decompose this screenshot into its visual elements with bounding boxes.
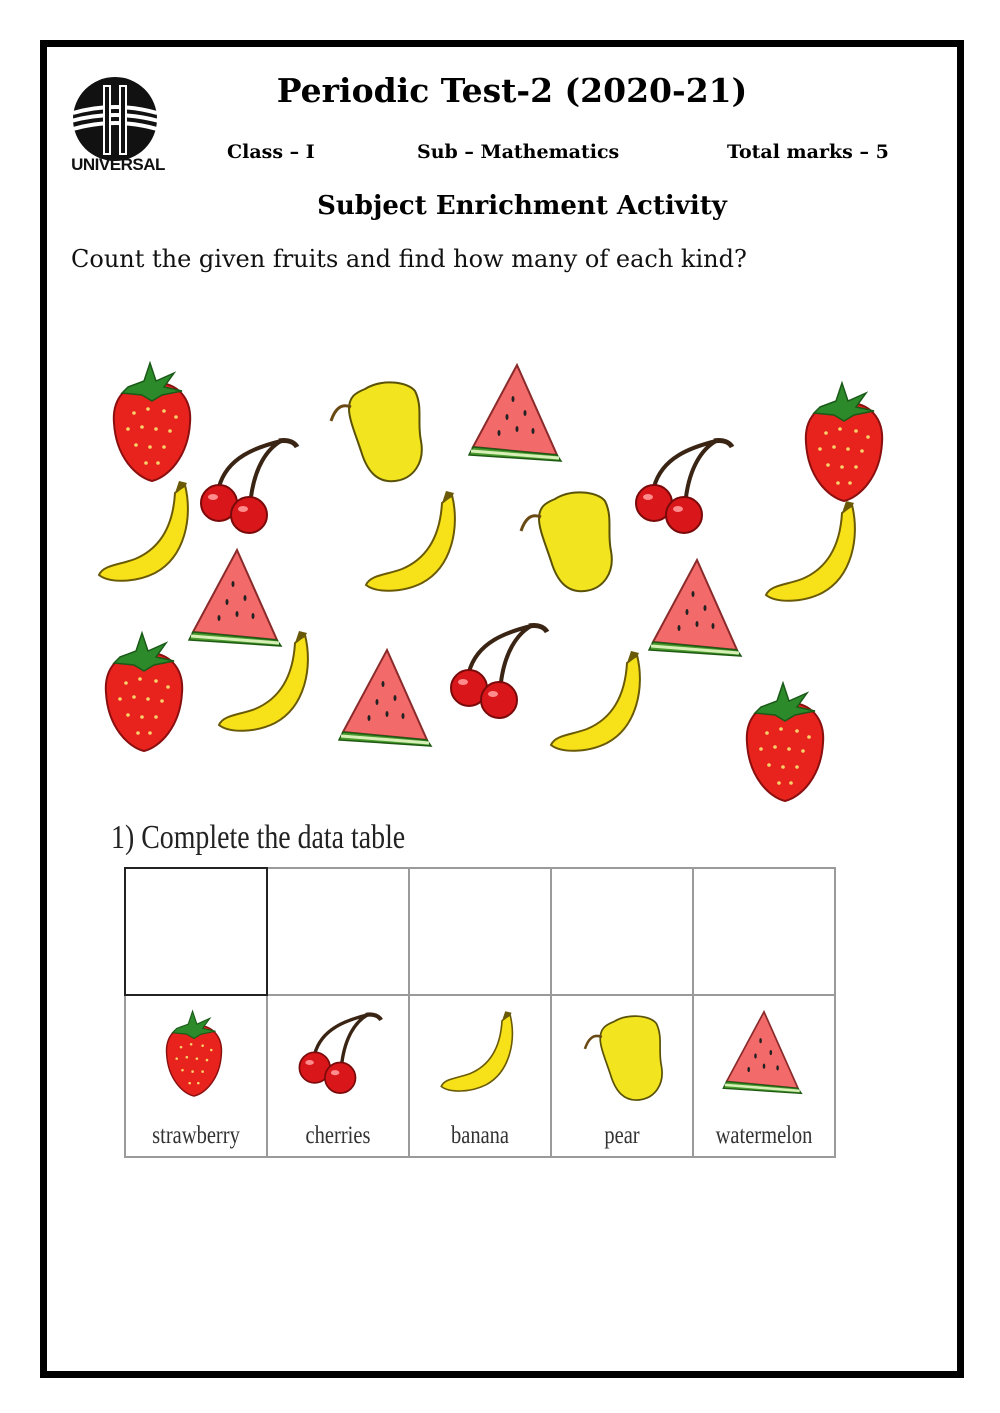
- cherries-icon: [636, 440, 732, 533]
- watermelon-icon: [694, 1000, 836, 1116]
- fruit-cell-banana: [409, 995, 551, 1157]
- fruit-collection: [47, 47, 957, 1371]
- banana-icon: [551, 651, 640, 751]
- fruit-label-banana: banana: [450, 1122, 510, 1149]
- strawberry-icon: [114, 363, 190, 481]
- strawberry-icon: [106, 633, 182, 751]
- instruction-text: Count the given fruits and find how many of each kind?: [71, 245, 747, 273]
- subject-label: Sub – Mathematics: [417, 141, 620, 163]
- banana-icon: [410, 1000, 552, 1116]
- fruit-cell-pear: [551, 995, 693, 1157]
- strawberry-icon: [747, 683, 823, 801]
- total-marks-label: Total marks – 5: [727, 141, 889, 163]
- fruit-cell-cherries: [267, 995, 409, 1157]
- cherries-icon: [451, 625, 547, 718]
- banana-icon: [766, 501, 855, 601]
- pear-icon: [331, 382, 422, 481]
- worksheet-page: [40, 40, 964, 1378]
- fruit-cell-strawberry: [125, 995, 267, 1157]
- cherries-icon: [201, 440, 297, 533]
- answer-cell-watermelon[interactable]: [693, 868, 835, 995]
- answer-cell-pear[interactable]: [551, 868, 693, 995]
- banana-icon: [219, 631, 308, 731]
- strawberry-icon: [806, 383, 882, 501]
- pear-icon: [552, 1000, 694, 1116]
- fruit-cell-watermelon: [693, 995, 835, 1157]
- fruit-label-strawberry: strawberry: [152, 1122, 240, 1149]
- fruit-label-watermelon: watermelon: [715, 1122, 813, 1149]
- activity-subtitle: Subject Enrichment Activity: [317, 191, 727, 221]
- watermelon-icon: [469, 365, 561, 461]
- fruit-row: [125, 995, 835, 1157]
- watermelon-icon: [339, 650, 431, 746]
- pear-icon: [521, 492, 612, 591]
- page-title: Periodic Test-2 (2020-21): [276, 71, 748, 110]
- strawberry-icon: [126, 1000, 268, 1116]
- class-label: Class – I: [227, 141, 315, 163]
- answer-cell-cherries[interactable]: [267, 868, 409, 995]
- answer-row: [125, 868, 835, 995]
- watermelon-icon: [189, 550, 281, 646]
- answer-cell-strawberry[interactable]: [125, 868, 267, 995]
- data-table: [124, 867, 836, 1158]
- watermelon-icon: [649, 560, 741, 656]
- cherries-icon: [268, 1000, 410, 1116]
- fruit-label-cherries: cherries: [305, 1122, 371, 1149]
- answer-cell-banana[interactable]: [409, 868, 551, 995]
- fruit-label-pear: pear: [604, 1122, 640, 1149]
- logo-text: UNIVERSAL: [71, 155, 165, 174]
- question-label: 1) Complete the data table: [111, 819, 406, 856]
- banana-icon: [366, 491, 455, 591]
- banana-icon: [99, 481, 188, 581]
